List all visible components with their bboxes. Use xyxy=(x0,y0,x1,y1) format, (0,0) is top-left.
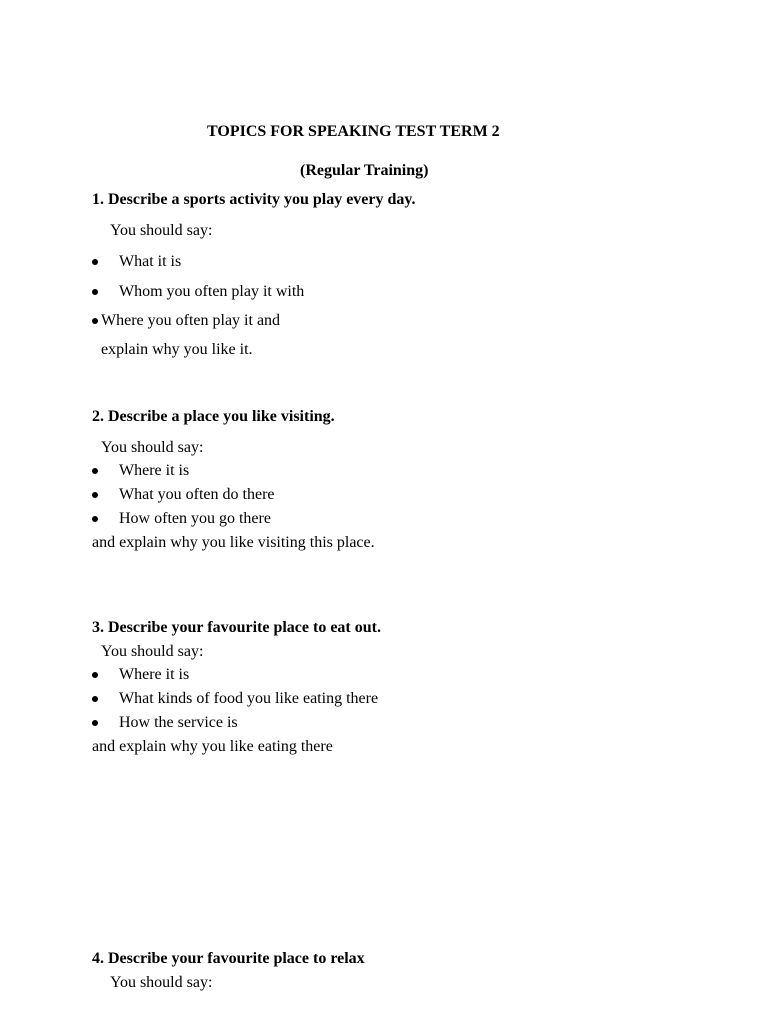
document-title: TOPICS FOR SPEAKING TEST TERM 2 xyxy=(207,123,500,140)
list-item: What it is xyxy=(119,253,182,270)
bullet-icon xyxy=(92,289,98,295)
document-subtitle: (Regular Training) xyxy=(300,162,429,179)
topic-prompt: You should say: xyxy=(101,643,204,660)
topic-heading: 1. Describe a sports activity you play every day. xyxy=(92,191,416,208)
bullet-icon xyxy=(92,318,98,324)
topic-heading: 3. Describe your favourite place to eat out. xyxy=(92,619,381,636)
bullet-icon xyxy=(92,720,98,726)
topic-closing: and explain why you like visiting this place. xyxy=(92,534,375,551)
bullet-icon xyxy=(92,516,98,522)
list-item: Where it is xyxy=(119,462,190,479)
list-item: What you often do there xyxy=(119,486,275,503)
topic-prompt: You should say: xyxy=(101,439,204,456)
list-item: Where it is xyxy=(119,666,190,683)
bullet-icon xyxy=(92,672,98,678)
bullet-icon xyxy=(92,492,98,498)
topic-closing: and explain why you like eating there xyxy=(92,738,333,755)
list-item: Whom you often play it with xyxy=(119,283,305,300)
bullet-icon xyxy=(92,259,98,265)
bullet-icon xyxy=(92,468,98,474)
topic-heading: 2. Describe a place you like visiting. xyxy=(92,408,335,425)
topic-prompt: You should say: xyxy=(110,974,213,991)
topic-prompt: You should say: xyxy=(110,222,213,239)
list-item: Where you often play it and xyxy=(101,312,281,329)
list-item: How the service is xyxy=(119,714,238,731)
list-item: What kinds of food you like eating there xyxy=(119,690,379,707)
topic-closing: explain why you like it. xyxy=(101,341,253,358)
topic-heading: 4. Describe your favourite place to relax xyxy=(92,950,365,967)
list-item: How often you go there xyxy=(119,510,271,527)
bullet-icon xyxy=(92,696,98,702)
